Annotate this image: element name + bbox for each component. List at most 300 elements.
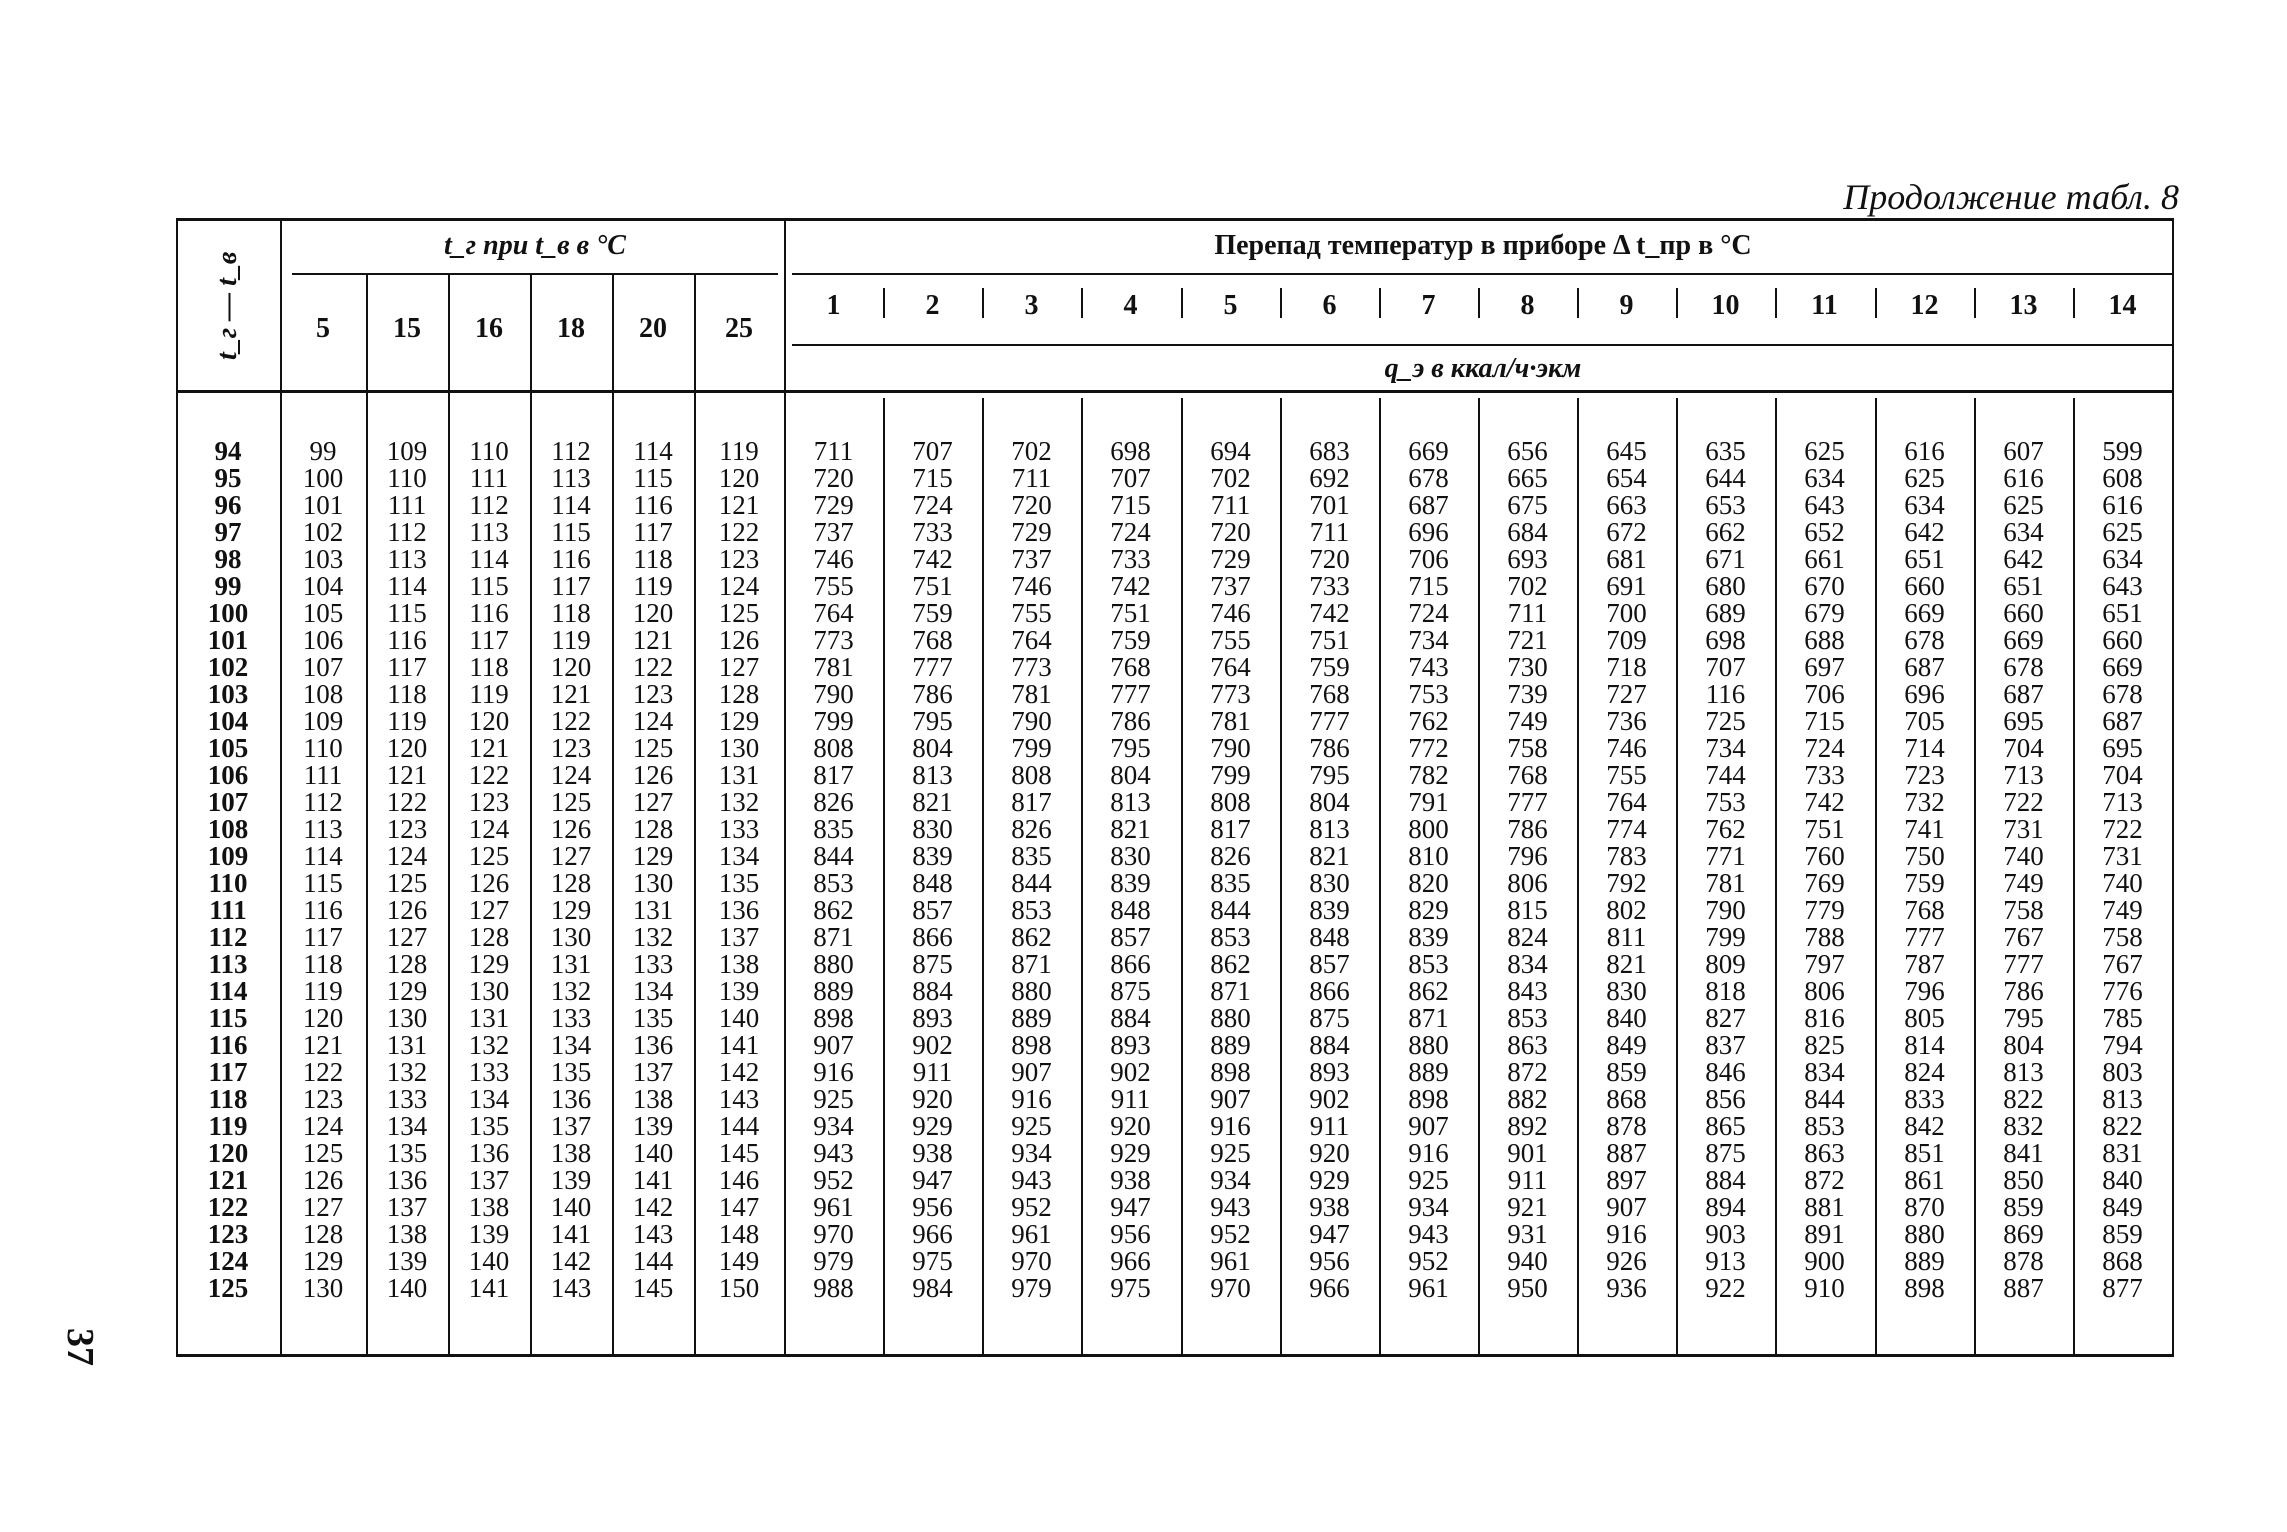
- table-cell: 127: [386, 922, 428, 952]
- table-cell: 126: [386, 895, 428, 925]
- table-cell: 827: [1705, 1003, 1746, 1033]
- right-data-column: [1875, 438, 1974, 1302]
- table-cell: 839: [1408, 922, 1449, 952]
- outer-right-rule: [2172, 218, 2174, 1357]
- table-cell: 715: [1110, 490, 1151, 520]
- table-cell: 920: [1309, 1138, 1350, 1168]
- right-col-header: 8: [1520, 290, 1535, 321]
- table-cell: 781: [1705, 868, 1746, 898]
- table-cell: 133: [632, 949, 674, 979]
- table-cell: 898: [1904, 1273, 1945, 1303]
- table-cell: 773: [1210, 679, 1251, 709]
- table-cell: 777: [1110, 679, 1151, 709]
- table-cell: 887: [2003, 1273, 2044, 1303]
- table-cell: 943: [1210, 1192, 1251, 1222]
- table-cell: 100: [207, 598, 249, 628]
- table-cell: 741: [1904, 814, 1945, 844]
- table-cell: 882: [1507, 1084, 1548, 1114]
- table-cell: 122: [550, 706, 592, 736]
- table-cell: 764: [1011, 625, 1052, 655]
- table-cell: 123: [632, 679, 674, 709]
- table-cell: 625: [1804, 436, 1845, 466]
- table-cell: 675: [1507, 490, 1548, 520]
- table-cell: 711: [1011, 463, 1052, 493]
- table-cell: 880: [1904, 1219, 1945, 1249]
- table-cell: 122: [207, 1192, 249, 1222]
- table-cell: 711: [1210, 490, 1251, 520]
- table-cell: 127: [468, 895, 510, 925]
- table-cell: 897: [1606, 1165, 1647, 1195]
- table-cell: 727: [1606, 679, 1647, 709]
- table-cell: 732: [1904, 787, 1945, 817]
- table-cell: 893: [1110, 1030, 1151, 1060]
- table-cell: 715: [1804, 706, 1845, 736]
- table-cell: 907: [1606, 1192, 1647, 1222]
- table-cell: 880: [813, 949, 854, 979]
- table-cell: 112: [469, 490, 509, 520]
- table-cell: 768: [912, 625, 953, 655]
- table-cell: 774: [1606, 814, 1647, 844]
- table-cell: 811: [1606, 922, 1647, 952]
- table-cell: 742: [1110, 571, 1151, 601]
- table-cell: 687: [1904, 652, 1945, 682]
- table-cell: 112: [303, 787, 343, 817]
- table-cell: 943: [813, 1138, 854, 1168]
- table-cell: 916: [1408, 1138, 1449, 1168]
- table-cell: 786: [2003, 976, 2044, 1006]
- table-cell: 96: [214, 490, 242, 520]
- table-cell: 753: [1408, 679, 1449, 709]
- table-cell: 758: [1507, 733, 1548, 763]
- table-cell: 925: [813, 1084, 854, 1114]
- table-cell: 117: [469, 625, 509, 655]
- table-cell: 804: [1309, 787, 1350, 817]
- table-cell: 759: [1904, 868, 1945, 898]
- table-cell: 115: [208, 1003, 248, 1033]
- table-cell: 739: [1507, 679, 1548, 709]
- table-cell: 705: [1904, 706, 1945, 736]
- table-cell: 116: [208, 1030, 248, 1060]
- first-column: [176, 438, 280, 1302]
- table-cell: 115: [551, 517, 591, 547]
- table-cell: 707: [912, 436, 953, 466]
- group-right-title-text: Перепад температур в приборе Δ t_пр в °C: [1214, 230, 1752, 261]
- table-cell: 781: [813, 652, 854, 682]
- table-cell: 681: [1606, 544, 1647, 574]
- table-cell: 835: [1210, 868, 1251, 898]
- table-cell: 947: [1309, 1219, 1350, 1249]
- table-cell: 129: [632, 841, 674, 871]
- table-cell: 112: [387, 517, 427, 547]
- table-cell: 119: [208, 1111, 248, 1141]
- corner-label: [208, 251, 248, 360]
- table-cell: 130: [302, 1273, 344, 1303]
- table-cell: 970: [1011, 1246, 1052, 1276]
- table-cell: 806: [1804, 976, 1845, 1006]
- table-cell: 889: [813, 976, 854, 1006]
- table-cell: 848: [912, 868, 953, 898]
- table-cell: 808: [813, 733, 854, 763]
- table-cell: 120: [718, 463, 760, 493]
- table-cell: 120: [468, 706, 510, 736]
- table-cell: 634: [2102, 544, 2143, 574]
- table-cell: 817: [1210, 814, 1251, 844]
- table-cell: 911: [1309, 1111, 1350, 1141]
- table-cell: 120: [207, 1138, 249, 1168]
- table-cell: 114: [551, 490, 591, 520]
- table-cell: 662: [1705, 517, 1746, 547]
- table-cell: 733: [1110, 544, 1151, 574]
- table-cell: 736: [1606, 706, 1647, 736]
- table-cell: 849: [1606, 1030, 1647, 1060]
- table-cell: 607: [2003, 436, 2044, 466]
- table-cell: 142: [632, 1192, 674, 1222]
- table-cell: 711: [813, 436, 854, 466]
- table-cell: 718: [1606, 652, 1647, 682]
- table-cell: 834: [1804, 1057, 1845, 1087]
- table-cell: 749: [1507, 706, 1548, 736]
- table-cell: 872: [1804, 1165, 1845, 1195]
- table-cell: 767: [2003, 922, 2044, 952]
- table-cell: 121: [632, 625, 674, 655]
- table-cell: 952: [1011, 1192, 1052, 1222]
- table-cell: 134: [550, 1030, 592, 1060]
- table-cell: 839: [1309, 895, 1350, 925]
- table-cell: 759: [912, 598, 953, 628]
- table-cell: 701: [1309, 490, 1350, 520]
- table-cell: 943: [1408, 1219, 1449, 1249]
- table-cell: 136: [386, 1165, 428, 1195]
- table-cell: 938: [912, 1138, 953, 1168]
- table-cell: 651: [2102, 598, 2143, 628]
- table-cell: 706: [1408, 544, 1449, 574]
- right-group-rule: [792, 273, 2174, 275]
- header-bottom-rule: [176, 390, 2174, 393]
- table-cell: 133: [468, 1057, 510, 1087]
- table-cell: 119: [633, 571, 673, 601]
- table-cell: 117: [208, 1057, 248, 1087]
- table-cell: 758: [2003, 895, 2044, 925]
- table-cell: 925: [1408, 1165, 1449, 1195]
- left-col-header: 15: [393, 313, 421, 344]
- table-cell: 931: [1507, 1219, 1548, 1249]
- table-cell: 133: [718, 814, 760, 844]
- table-cell: 880: [1408, 1030, 1449, 1060]
- table-cell: 124: [302, 1111, 344, 1141]
- table-top-rule: [176, 218, 2174, 221]
- table-cell: 119: [469, 679, 509, 709]
- table-cell: 124: [632, 706, 674, 736]
- table-cell: 625: [2003, 490, 2044, 520]
- table-cell: 956: [1110, 1219, 1151, 1249]
- table-cell: 715: [912, 463, 953, 493]
- table-cell: 683: [1309, 436, 1350, 466]
- table-cell: 696: [1904, 679, 1945, 709]
- table-cell: 804: [1110, 760, 1151, 790]
- table-cell: 975: [1110, 1273, 1151, 1303]
- right-data-column: [1181, 438, 1280, 1302]
- table-cell: 803: [2102, 1057, 2143, 1087]
- table-cell: 634: [1904, 490, 1945, 520]
- table-cell: 123: [550, 733, 592, 763]
- table-cell: 813: [1309, 814, 1350, 844]
- table-cell: 840: [2102, 1165, 2143, 1195]
- table-cell: 123: [302, 1084, 344, 1114]
- table-cell: 769: [1804, 868, 1845, 898]
- table-cell: 713: [2003, 760, 2044, 790]
- table-cell: 145: [632, 1273, 674, 1303]
- table-cell: 934: [1011, 1138, 1052, 1168]
- table-cell: 691: [1606, 571, 1647, 601]
- table-cell: 799: [1011, 733, 1052, 763]
- table-cell: 95: [214, 463, 242, 493]
- table-cell: 114: [387, 571, 427, 601]
- table-cell: 124: [718, 571, 760, 601]
- left-col-header: 5: [316, 313, 330, 344]
- table-cell: 870: [1904, 1192, 1945, 1222]
- right-col-header: 14: [2108, 290, 2137, 321]
- table-cell: 900: [1804, 1246, 1845, 1276]
- table-cell: 684: [1507, 517, 1548, 547]
- table-cell: 678: [2102, 679, 2143, 709]
- table-cell: 129: [302, 1246, 344, 1276]
- table-cell: 786: [912, 679, 953, 709]
- table-cell: 920: [912, 1084, 953, 1114]
- table-cell: 689: [1705, 598, 1746, 628]
- table-cell: 952: [1408, 1246, 1449, 1276]
- table-cell: 707: [1110, 463, 1151, 493]
- table-cell: 840: [1606, 1003, 1647, 1033]
- table-cell: 137: [468, 1165, 510, 1195]
- table-cell: 663: [1606, 490, 1647, 520]
- table-cell: 733: [1309, 571, 1350, 601]
- table-cell: 116: [469, 598, 509, 628]
- table-cell: 711: [1309, 517, 1350, 547]
- table-cell: 660: [1904, 571, 1945, 601]
- table-cell: 148: [718, 1219, 760, 1249]
- table-cell: 144: [632, 1246, 674, 1276]
- table-cell: 143: [632, 1219, 674, 1249]
- table-cell: 853: [1507, 1003, 1548, 1033]
- table-cell: 137: [550, 1111, 592, 1141]
- right-col-header: 12: [1910, 290, 1939, 321]
- table-cell: 922: [1705, 1273, 1746, 1303]
- table-cell: 907: [813, 1030, 854, 1060]
- table-cell: 715: [1408, 571, 1449, 601]
- table-cell: 635: [1705, 436, 1746, 466]
- table-cell: 808: [1011, 760, 1052, 790]
- table-cell: 116: [633, 490, 673, 520]
- table-cell: 643: [2102, 571, 2143, 601]
- table-cell: 988: [813, 1273, 854, 1303]
- table-cell: 902: [1309, 1084, 1350, 1114]
- table-cell: 859: [1606, 1057, 1647, 1087]
- table-cell: 902: [1110, 1057, 1151, 1087]
- right-data-column: [1379, 438, 1478, 1302]
- table-cell: 106: [207, 760, 249, 790]
- table-cell: 669: [2102, 652, 2143, 682]
- table-cell: 850: [2003, 1165, 2044, 1195]
- table-cell: 952: [1210, 1219, 1251, 1249]
- right-data-column: [2073, 438, 2172, 1302]
- table-cell: 122: [302, 1057, 344, 1087]
- table-cell: 878: [1606, 1111, 1647, 1141]
- table-cell: 110: [208, 868, 248, 898]
- table-cell: 122: [718, 517, 760, 547]
- table-cell: 795: [2003, 1003, 2044, 1033]
- table-cell: 877: [2102, 1273, 2143, 1303]
- table-cell: 821: [1309, 841, 1350, 871]
- table-cell: 790: [813, 679, 854, 709]
- right-col-header: 4: [1123, 290, 1138, 321]
- table-cell: 806: [1507, 868, 1548, 898]
- table-cell: 929: [1110, 1138, 1151, 1168]
- table-cell: 146: [718, 1165, 760, 1195]
- right-data-column: [1974, 438, 2073, 1302]
- table-cell: 129: [550, 895, 592, 925]
- table-cell: 734: [1408, 625, 1449, 655]
- table-cell: 129: [718, 706, 760, 736]
- table-cell: 760: [1804, 841, 1845, 871]
- table-cell: 892: [1507, 1111, 1548, 1141]
- table-cell: 94: [214, 436, 242, 466]
- table-cell: 136: [718, 895, 760, 925]
- table-cell: 956: [912, 1192, 953, 1222]
- table-cell: 125: [632, 733, 674, 763]
- table-cell: 762: [1705, 814, 1746, 844]
- table-cell: 119: [303, 976, 343, 1006]
- table-cell: 124: [386, 841, 428, 871]
- table-cell: 786: [1110, 706, 1151, 736]
- table-cell: 872: [1507, 1057, 1548, 1087]
- left-data-column: [530, 438, 612, 1302]
- table-cell: 777: [1309, 706, 1350, 736]
- table-cell: 815: [1507, 895, 1548, 925]
- right-subheader-rule: [792, 344, 2174, 346]
- table-cell: 113: [551, 463, 591, 493]
- table-cell: 764: [1606, 787, 1647, 817]
- table-cell: 911: [1110, 1084, 1151, 1114]
- table-cell: 788: [1804, 922, 1845, 952]
- table-cell: 99: [309, 436, 337, 466]
- table-cell: 126: [718, 625, 760, 655]
- table-cell: 934: [1408, 1192, 1449, 1222]
- table-cell: 938: [1309, 1192, 1350, 1222]
- table-cell: 141: [550, 1219, 592, 1249]
- table-cell: 136: [468, 1138, 510, 1168]
- table-cell: 697: [1804, 652, 1845, 682]
- left-data-column: [366, 438, 448, 1302]
- table-cell: 802: [1606, 895, 1647, 925]
- table-cell: 128: [632, 814, 674, 844]
- table-cell: 849: [2102, 1192, 2143, 1222]
- table-cell: 128: [718, 679, 760, 709]
- table-cell: 824: [1507, 922, 1548, 952]
- table-cell: 799: [1705, 922, 1746, 952]
- table-cell: 961: [1210, 1246, 1251, 1276]
- table-cell: 826: [813, 787, 854, 817]
- table-cell: 731: [2102, 841, 2143, 871]
- table-cell: 660: [2003, 598, 2044, 628]
- table-cell: 134: [468, 1084, 510, 1114]
- table-cell: 139: [632, 1111, 674, 1141]
- table-cell: 907: [1210, 1084, 1251, 1114]
- table-cell: 729: [813, 490, 854, 520]
- table-cell: 755: [1210, 625, 1251, 655]
- table-cell: 947: [912, 1165, 953, 1195]
- table-cell: 128: [386, 949, 428, 979]
- table-cell: 143: [550, 1273, 592, 1303]
- table-cell: 616: [2102, 490, 2143, 520]
- table-cell: 693: [1507, 544, 1548, 574]
- table-cell: 952: [813, 1165, 854, 1195]
- table-cell: 616: [2003, 463, 2044, 493]
- table-cell: 128: [468, 922, 510, 952]
- table-cell: 779: [1804, 895, 1845, 925]
- right-data-column: [1676, 438, 1775, 1302]
- table-cell: 813: [912, 760, 953, 790]
- table-cell: 106: [302, 625, 344, 655]
- table-cell: 740: [2102, 868, 2143, 898]
- table-cell: 759: [1110, 625, 1151, 655]
- table-cell: 654: [1606, 463, 1647, 493]
- table-cell: 790: [1705, 895, 1746, 925]
- table-cell: 862: [813, 895, 854, 925]
- table-cell: 777: [912, 652, 953, 682]
- table-cell: 118: [208, 1084, 248, 1114]
- table-cell: 121: [302, 1030, 344, 1060]
- table-cell: 835: [813, 814, 854, 844]
- table-cell: 796: [1904, 976, 1945, 1006]
- table-cell: 737: [1011, 544, 1052, 574]
- table-cell: 880: [1011, 976, 1052, 1006]
- table-cell: 755: [1606, 760, 1647, 790]
- table-cell: 777: [2003, 949, 2044, 979]
- table-cell: 764: [1210, 652, 1251, 682]
- table-cell: 139: [386, 1246, 428, 1276]
- table-cell: 105: [207, 733, 249, 763]
- table-cell: 787: [1904, 949, 1945, 979]
- table-cell: 103: [207, 679, 249, 709]
- table-cell: 809: [1705, 949, 1746, 979]
- table-cell: 773: [1011, 652, 1052, 682]
- table-cell: 889: [1011, 1003, 1052, 1033]
- table-cell: 863: [1804, 1138, 1845, 1168]
- table-cell: 121: [550, 679, 592, 709]
- table-cell: 123: [386, 814, 428, 844]
- table-cell: 790: [1210, 733, 1251, 763]
- right-col-header: 11: [1811, 290, 1838, 321]
- table-cell: 753: [1705, 787, 1746, 817]
- table-cell: 795: [1309, 760, 1350, 790]
- table-cell: 140: [386, 1273, 428, 1303]
- table-cell: 862: [1011, 922, 1052, 952]
- table-cell: 795: [1110, 733, 1151, 763]
- table-cell: 767: [2102, 949, 2143, 979]
- right-data-column: [784, 438, 883, 1302]
- table-cell: 669: [1904, 598, 1945, 628]
- table-cell: 721: [1507, 625, 1548, 655]
- table-cell: 751: [1804, 814, 1845, 844]
- table-cell: 670: [1804, 571, 1845, 601]
- table-cell: 100: [302, 463, 344, 493]
- table-cell: 625: [2102, 517, 2143, 547]
- table-cell: 108: [302, 679, 344, 709]
- table-cell: 800: [1408, 814, 1449, 844]
- table-cell: 871: [813, 922, 854, 952]
- left-group-rule: [292, 273, 778, 275]
- table-cell: 744: [1705, 760, 1746, 790]
